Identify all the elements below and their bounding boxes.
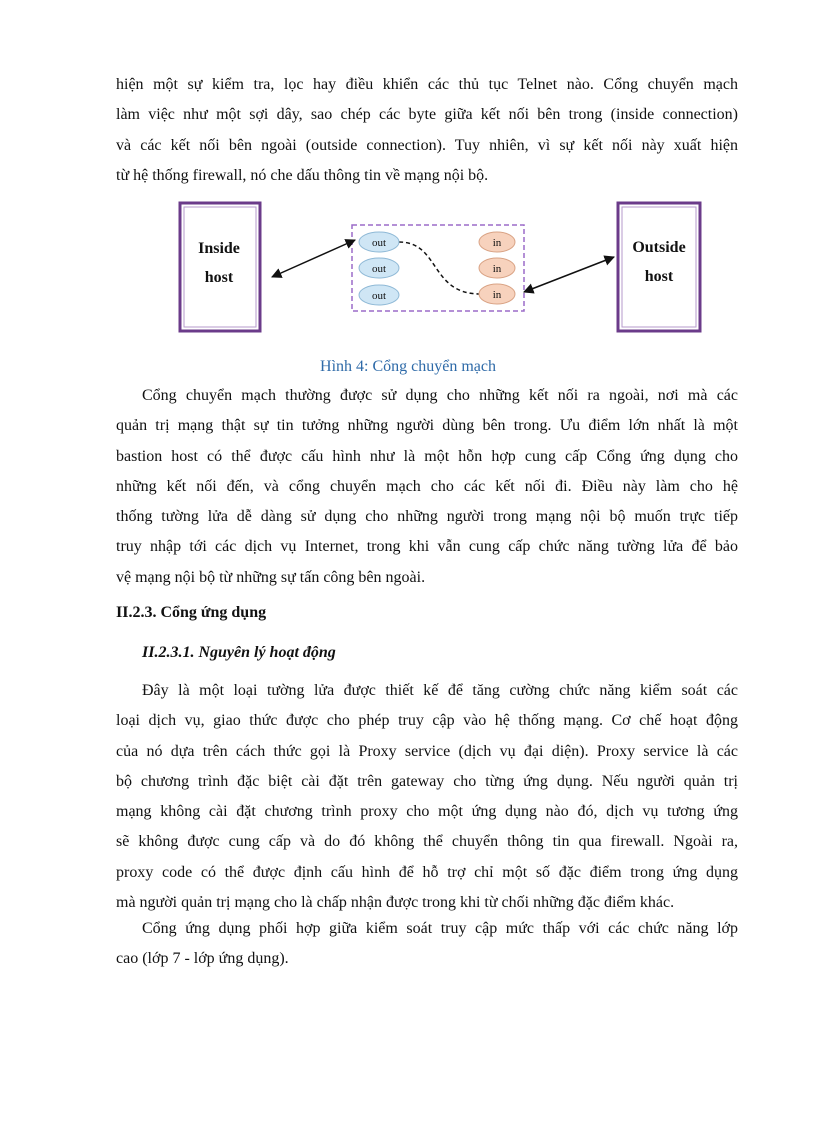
paragraph-line: sẽ không được cung cấp và do đó không thể chuyển thông tin qua firewall. Ngoài ra, (116, 833, 738, 851)
in-pill (479, 232, 515, 252)
inside-host-label-1: Inside (198, 240, 240, 257)
paragraph-line: của nó dựa trên cách thức gọi là Proxy service (dịch vụ đại diện). Proxy service là các (116, 742, 738, 760)
outside-host-label-1: Outside (632, 239, 686, 256)
section-heading: II.2.3. Cổng ứng dụng (116, 604, 267, 621)
paragraph-line: Đây là một loại tường lửa được thiết kế để tăng cường chức năng kiểm soát các (142, 682, 738, 699)
in-pill (479, 258, 515, 278)
paragraph-line: làm việc như một sợi dây, sao chép các byte giữa kết nối bên trong (inside connection) (116, 106, 738, 124)
svg-text:in: in (492, 263, 502, 275)
paragraph-line: mà người quản trị mạng cho là chấp nhận được trong khi từ chối những đặc điểm khác. (116, 894, 675, 912)
figure-caption: Hình 4: Cổng chuyển mạch (320, 358, 496, 375)
gateway-diagram (0, 195, 816, 345)
paragraph-line: bộ chương trình đặc biệt cài đặt trên gateway cho từng ứng dụng. Nếu người quản trị (116, 772, 738, 790)
paragraph-1 (116, 70, 738, 191)
paragraph-line: Cổng ứng dụng phối hợp giữa kiểm soát truy cập mức thấp với các chức năng lớp (142, 920, 738, 937)
paragraph-line: những kết nối đến, và cổng chuyển mạch cho các kết nối đi. Điều này làm cho hệ (116, 477, 738, 495)
svg-text:out: out (371, 237, 387, 249)
paragraph-line: truy nhập tới các dịch vụ Internet, trong khi vẫn cung cấp chức năng tường lửa để bảo (116, 538, 738, 556)
outside-arrow (524, 257, 614, 292)
paragraph-line: hiện một sự kiểm tra, lọc hay điều khiển các thủ tục Telnet nào. Cổng chuyển mạch (116, 76, 738, 93)
connection-line (399, 242, 480, 294)
svg-text:in: in (492, 289, 502, 301)
paragraph-line: vệ mạng nội bộ từ những sự tấn công bên ngoài. (116, 568, 426, 586)
inside-arrow (272, 240, 355, 277)
paragraph-4 (116, 914, 738, 975)
paragraph-line: bastion host có thể được cấu hình như là một hỗn hợp cung cấp Cổng ứng dụng cho (116, 447, 738, 465)
out-pill (359, 285, 399, 305)
paragraph-3 (116, 676, 738, 918)
paragraph-line: proxy code có thể được định cấu hình để hỗ trợ chỉ một số đặc điểm trong ứng dụng (116, 863, 738, 881)
paragraph-line: mạng không cài đặt chương trình proxy cho một ứng dụng nào đó, dịch vụ tương ứng (116, 803, 738, 821)
paragraph-line: cao (lớp 7 - lớp ứng dụng). (116, 950, 289, 968)
outside-host-label-2: host (644, 268, 674, 285)
paragraph-line: Cổng chuyển mạch thường được sử dụng cho những kết nối ra ngoài, nơi mà các (142, 387, 738, 404)
outside-host-box (618, 203, 700, 331)
paragraph-line: và các kết nối bên ngoài (outside connection). Tuy nhiên, vì sự kết nối này xuất hiện (116, 136, 738, 154)
paragraph-line: loại dịch vụ, giao thức được cho phép truy cập vào hệ thống mạng. Cơ chế hoạt động (116, 712, 738, 730)
paragraph-2 (116, 381, 738, 593)
paragraph-line: từ hệ thống firewall, nó che dấu thông tin về mạng nội bộ. (116, 166, 489, 184)
in-pill (479, 284, 515, 304)
paragraph-line: quản trị mạng thật sự tin tưởng những người dùng bên trong. Ưu điểm lớn nhất là một (116, 417, 738, 435)
inside-host-label-2: host (204, 269, 234, 286)
svg-text:out: out (371, 263, 387, 275)
out-pill (359, 258, 399, 278)
out-pill (359, 232, 399, 252)
svg-text:out: out (371, 290, 387, 302)
svg-text:in: in (492, 237, 502, 249)
inside-host-box (180, 203, 260, 331)
subsection-heading: II.2.3.1. Nguyên lý hoạt động (142, 644, 336, 661)
paragraph-line: thống tường lửa dễ dàng sử dụng cho những người trong mạng nội bộ muốn trực tiếp (116, 508, 738, 526)
